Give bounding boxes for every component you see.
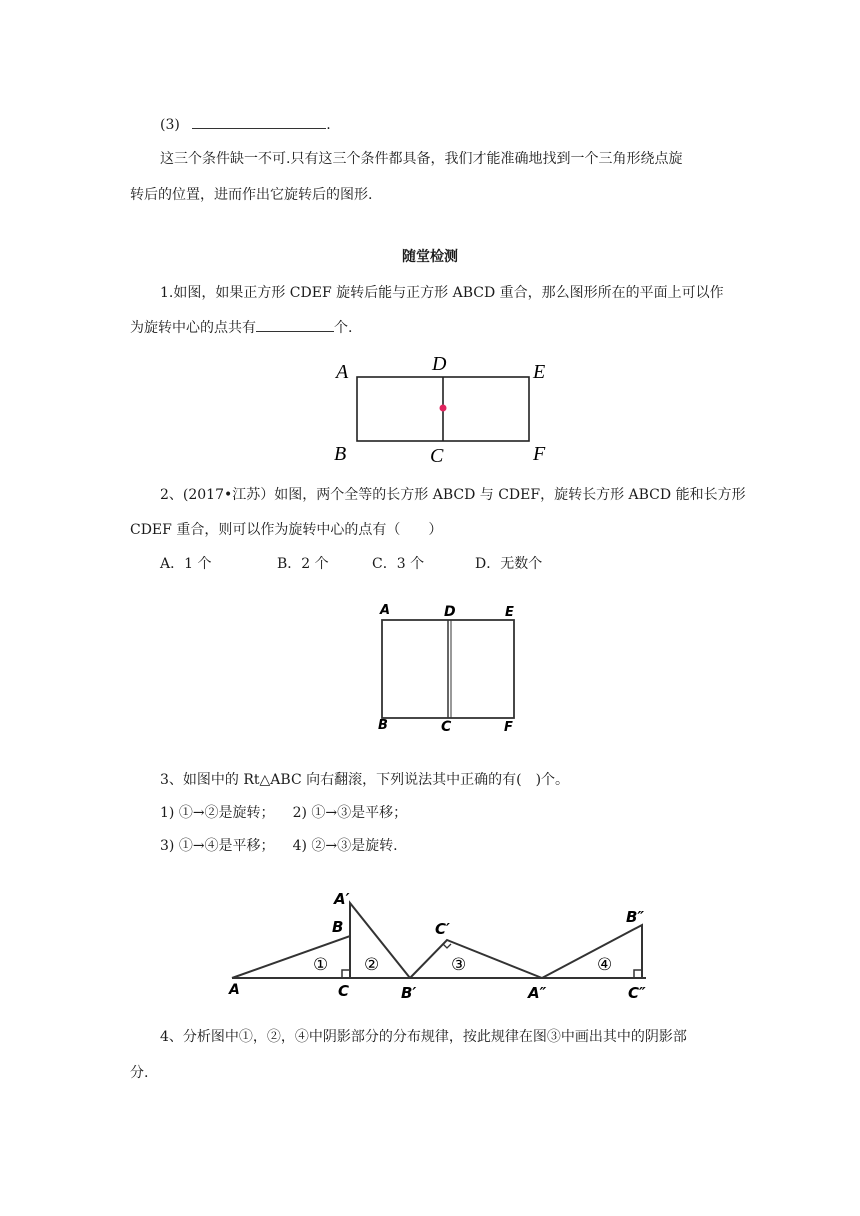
label-d: D <box>444 604 456 620</box>
label-c-prime: C′ <box>435 920 450 938</box>
statement-4: 4) ②→③是旋转. <box>292 838 398 854</box>
right-angle-c2 <box>634 970 642 978</box>
question-1-text: 1.如图，如果正方形 CDEF 旋转后能与正方形 ABCD 重合，那么图形所在的平面上可以作 <box>160 285 724 301</box>
label-c: C <box>441 719 452 735</box>
label-c: C <box>338 982 350 1000</box>
section-title: 随堂检测 <box>402 249 458 265</box>
label-e: E <box>505 605 514 620</box>
label-f: F <box>504 720 513 735</box>
region-1-label: ① <box>313 955 329 975</box>
paragraph-line: 这三个条件缺一不可.只有这三个条件都具备，我们才能准确地找到一个三角形绕点旋 <box>160 151 683 167</box>
q1-prefix: 为旋转中心的点共有 <box>130 320 256 336</box>
option-b[interactable]: B．2 个 <box>277 556 329 572</box>
question-3-text: 3、如图中的 Rt△ABC 向右翻滚，下列说法其中正确的有( )个。 <box>160 772 570 788</box>
label-a: A <box>336 361 349 383</box>
question-4-text-2: 分. <box>130 1065 149 1081</box>
label-b-double-prime: B″ <box>626 908 645 926</box>
region-2-label: ② <box>364 955 380 975</box>
label-c: C <box>430 445 444 467</box>
option-a[interactable]: A．1 个 <box>160 556 212 572</box>
label-f: F <box>533 443 546 465</box>
label-d: D <box>432 353 447 375</box>
statement-3: 3) ①→④是平移； <box>160 838 275 854</box>
option-d[interactable]: D．无数个 <box>475 556 543 572</box>
label-a: A <box>229 982 240 998</box>
paragraph-line: 转后的位置，进而作出它旋转后的图形. <box>130 187 373 203</box>
triangle-3 <box>410 940 542 978</box>
option-c[interactable]: C．3 个 <box>372 556 425 572</box>
statement-2: 2) ①→③是平移； <box>292 805 408 821</box>
region-3-label: ③ <box>451 955 467 975</box>
q1-suffix: 个. <box>334 320 353 336</box>
region-4-label: ④ <box>597 955 613 975</box>
question-4-text: 4、分析图中①，②，④中阴影部分的分布规律，按此规律在图③中画出其中的阴影部 <box>160 1029 687 1045</box>
triangle-2 <box>350 903 410 978</box>
condition-3-prefix: (3) <box>160 117 180 133</box>
label-b-prime: B′ <box>401 984 417 1002</box>
condition-3-suffix: . <box>326 117 331 133</box>
question-2-text: 2、(2017•江苏）如图，两个全等的长方形 ABCD 与 CDEF，旋转长方形 ABCD 能和长方形 <box>160 487 746 503</box>
right-angle-c1 <box>443 944 451 948</box>
right-angle-c <box>342 970 350 978</box>
triangle-4 <box>542 925 642 978</box>
question-2-text-2: CDEF 重合，则可以作为旋转中心的点有（ ） <box>130 522 443 538</box>
triangle-1 <box>232 936 350 978</box>
statement-1: 1) ①→②是旋转； <box>160 805 275 821</box>
label-c-double-prime: C″ <box>628 984 646 1002</box>
label-b: B <box>334 443 347 465</box>
label-a: A <box>380 603 391 618</box>
label-b: B <box>378 718 388 733</box>
label-b: B <box>332 918 344 936</box>
label-a-prime: A′ <box>334 890 350 908</box>
label-a-double-prime: A″ <box>528 984 547 1002</box>
label-e: E <box>533 361 546 383</box>
